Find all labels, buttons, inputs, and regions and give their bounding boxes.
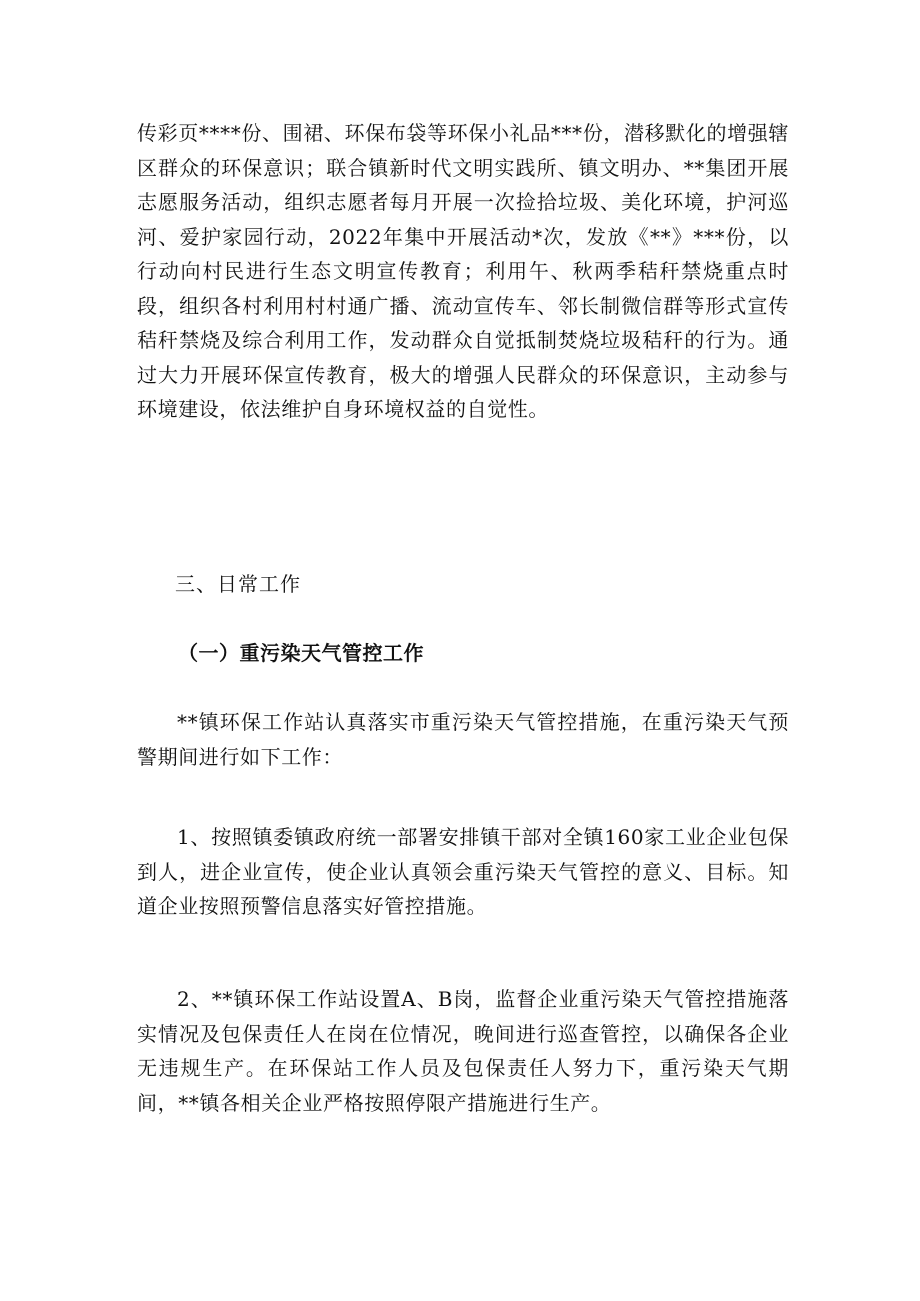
- subsection-heading-pollution-control: （一）重污染天气管控工作: [178, 641, 424, 665]
- paragraph-warning-period-intro: **镇环保工作站认真落实市重污染天气管控措施，在重污染天气预警期间进行如下工作：: [137, 710, 789, 769]
- paragraph-item-1: 1、按照镇委镇政府统一部署安排镇干部对全镇160家工业企业包保到人，进企业宣传，使企业认真领会重污染天气管控的意义、目标。知道企业按照预警信息落实好管控措施。: [137, 825, 789, 918]
- paragraph-environmental-publicity: 传彩页****份、围裙、环保布袋等环保小礼品***份，潜移默化的增强辖区群众的环保意识；联合镇新时代文明实践所、镇文明办、**集团开展志愿服务活动，组织志愿者每月开展一次捡拾垃圾、美化环境，护河巡河、爱护家园行动，2022年集中开展活动*次，发放《**》***份，以行动向村民进行生态文明宣传教育；利用午、秋两季秸秆禁烧重点时段，组织各村利用村村通广播、流动宣传车、邻长制微信群等形式宣传秸秆禁烧及综合利用工作，发动群众自觉抵制焚烧垃圾秸秆的行为。通过大力开展环保宣传教育，极大的增强人民群众的环保意识，主动参与环境建设，依法维护自身环境权益的自觉性。: [137, 121, 789, 421]
- section-heading-daily-work: 三、日常工作: [175, 572, 301, 596]
- paragraph-item-2: 2、**镇环保工作站设置A、B岗，监督企业重污染天气管控措施落实情况及包保责任人在岗在位情况，晚间进行巡查管控，以确保各企业无违规生产。在环保站工作人员及包保责任人努力下，重污染天气期间，**镇各相关企业严格按照停限产措施进行生产。: [137, 987, 789, 1115]
